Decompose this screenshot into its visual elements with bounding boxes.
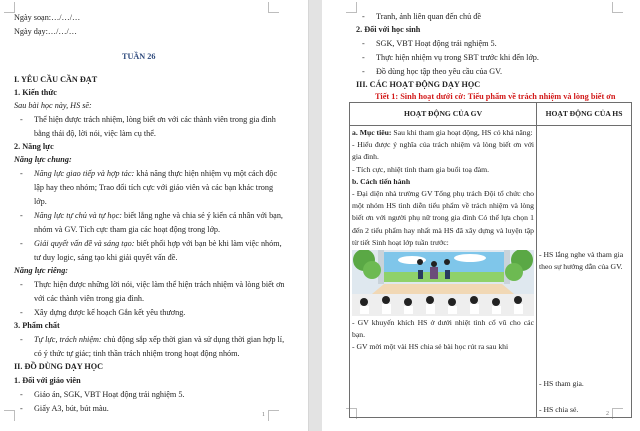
teacher-material-item: - Tranh, ảnh liên quan đến chủ đề	[362, 12, 481, 21]
table-header-row	[350, 103, 632, 126]
knowledge-heading: 1. Kiến thức	[14, 88, 57, 97]
student-materials-heading: 2. Đối với học sinh	[356, 25, 421, 34]
student-activity-cell	[537, 126, 632, 418]
student-material-item: - SGK, VBT Hoạt động trải nghiệm 5.	[362, 39, 497, 48]
general-competence-item: - Năng lực giao tiếp và hợp tác: khả năng thực hiện nhiệm vụ một cách độc	[20, 169, 278, 178]
specific-competence-item: - Thực hiện được những lời nói, việc làm thể hiện trách nhiệm và lòng biết ơn	[20, 280, 285, 289]
crop-mark	[268, 410, 279, 421]
knowledge-item: - Thể hiện được trách nhiệm, lòng biết ơn với các thành viên trong gia đình	[20, 115, 276, 124]
general-competence-item-cont: lập hay theo nhóm; Trao đổi tích cực với giáo viên và các bạn khác trong	[34, 183, 274, 192]
teacher-step: - GV mời một vài HS chia sẻ bài học rút ra sau khi	[352, 342, 509, 352]
teacher-material-item: - Giáo án, SGK, VBT Hoạt động trải nghiệm 5.	[20, 390, 185, 399]
column-header-student: HOẠT ĐỘNG CỦA HS	[537, 103, 632, 126]
knowledge-item-cont: bằng thái độ, lời nói, việc làm cụ thể.	[34, 129, 156, 138]
document-page-1	[0, 0, 308, 431]
activity-table	[349, 102, 632, 418]
lesson-title: Tiết 1: Sinh hoạt dưới cờ: Tiểu phẩm về trách nhiệm và lòng biết ơn	[375, 92, 616, 101]
section-heading-requirements: I. YÊU CẦU CẦN ĐẠT	[14, 75, 98, 84]
student-step: - HS lắng nghe và tham gia theo sự hướng dẫn của GV.	[539, 250, 624, 272]
general-competence-item-cont: tư duy logic, sáng tạo khi giải quyết vấn đề.	[34, 253, 178, 262]
week-title: TUẦN 26	[122, 52, 156, 61]
student-material-item: - Đồ dùng học tập theo yêu cầu của GV.	[362, 67, 503, 76]
knowledge-intro: Sau bài học này, HS sẽ:	[14, 101, 92, 110]
general-competence-item-cont: nhóm và GV. Tích cực tham gia các hoạt động trong lớp.	[34, 225, 221, 234]
crop-mark	[268, 2, 279, 13]
page-number: 1	[262, 412, 265, 418]
crop-mark	[612, 2, 623, 13]
teacher-materials-heading: 1. Đối với giáo viên	[14, 376, 81, 385]
specific-competence-item: - Xây dựng được kế hoạch Gắn kết yêu thương.	[20, 308, 186, 317]
student-material-item: - Thực hiện nhiệm vụ trong SBT trước khi đến lớp.	[362, 53, 539, 62]
table-row	[350, 126, 632, 418]
page-gutter	[308, 0, 323, 431]
specific-competence-heading: Năng lực riêng:	[14, 266, 69, 275]
teacher-activity-cell	[350, 126, 537, 418]
goal-item: - Tích cực, nhiệt tình tham gia buổi toạ đàm.	[352, 164, 490, 174]
goal-item: - Hiểu được ý nghĩa của trách nhiệm và lòng biết ơn với gia đình.	[352, 140, 534, 162]
section-heading-activities: III. CÁC HOẠT ĐỘNG DẠY HỌC	[356, 80, 481, 89]
crop-mark	[4, 2, 15, 13]
student-step: - HS tham gia.	[539, 379, 584, 389]
teacher-step: - GV khuyến khích HS ở dưới nhiệt tình cổ vũ cho các bạn.	[352, 318, 534, 340]
document-page-2	[322, 0, 640, 431]
page-number: 2	[606, 411, 609, 417]
quality-item: - Tự lực, trách nhiệm: chủ động sắp xếp thời gian và sử dụng thời gian hợp lí,	[20, 335, 285, 344]
section-heading-materials: II. ĐỒ DÙNG DẠY HỌC	[14, 362, 104, 371]
quality-heading: 3. Phẩm chất	[14, 321, 60, 330]
skit-illustration	[352, 250, 534, 316]
general-competence-item: - Giải quyết vấn đề và sáng tạo: biết phối hợp với bạn bè khi làm việc nhóm,	[20, 239, 282, 248]
general-competence-item-cont: lớp.	[34, 197, 47, 206]
general-competence-item: - Năng lực tự chủ và tự học: biết lắng nghe và chia sẻ ý kiến cá nhân với bạn,	[20, 211, 283, 220]
column-header-teacher: HOẠT ĐỘNG CỦA GV	[350, 103, 537, 126]
competence-heading: 2. Năng lực	[14, 142, 54, 151]
teacher-material-item: - Giấy A3, bút, bút màu.	[20, 404, 109, 413]
crop-mark	[4, 410, 15, 421]
goal-paragraph: a. Mục tiêu: Sau khi tham gia hoạt động, HS có khả năng:	[352, 128, 533, 137]
date-prepared: Ngày soạn:…/…/…	[14, 13, 81, 22]
student-step: - HS chia sẻ.	[539, 404, 579, 414]
spacer	[539, 391, 629, 404]
specific-competence-item-cont: với các thành viên trong gia đình.	[34, 294, 145, 303]
date-taught: Ngày dạy:…/…/…	[14, 27, 77, 36]
crop-mark	[346, 2, 357, 13]
general-competence-heading: Năng lực chung:	[14, 155, 72, 164]
teacher-step: - Đại diện nhà trường GV Tổng phụ trách Đội tổ chức cho một nhóm HS tình diễn tiểu phẩm về trách nhiệm và lòng biết ơn với người phụ nữ trong gia đình Có thể lựa chọn 1 đến 2 tiểu phẩm hay nhất mà HS đã xây dựng và luyện tập từ tiết Sinh hoạt lớp tuần trước:	[352, 189, 534, 247]
spacer	[539, 127, 629, 249]
quality-item-cont: có ý thức tự giác; tinh thần trách nhiệm trong hoạt động nhóm.	[34, 349, 240, 358]
spacer	[539, 273, 629, 378]
procedure-heading: b. Cách tiến hành	[352, 176, 411, 186]
